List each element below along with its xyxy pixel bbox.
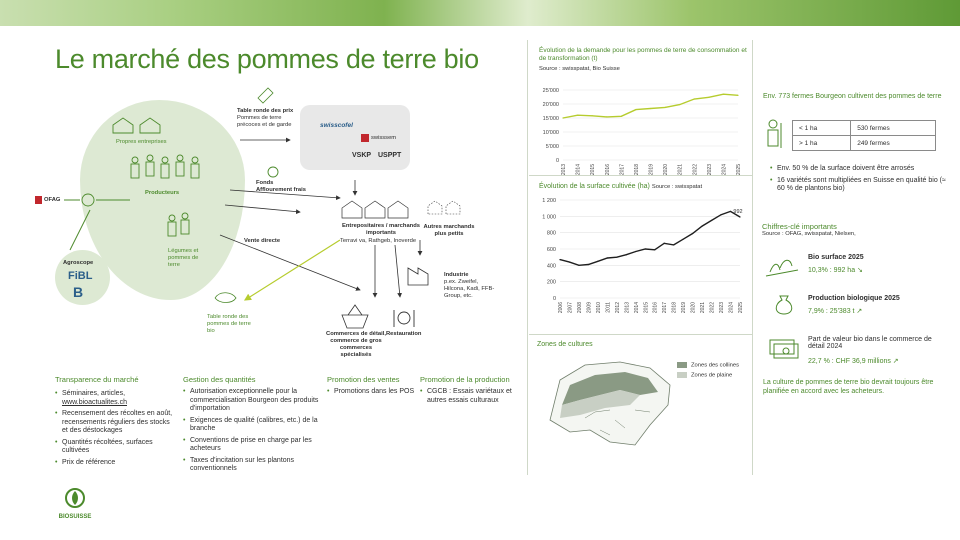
cutlery-icon [394, 310, 414, 327]
sack-icon [772, 292, 796, 316]
entrepositaires-sub: Terravi va, Rathgeb, Inoverde [340, 238, 417, 244]
list-item: • CGCB : Essais variétaux et autres essais culturaux [420, 388, 515, 405]
x-tick-label: 2025 [736, 164, 742, 176]
table-cell: 530 fermes [851, 121, 936, 136]
kpi-title: Production biologique 2025 [808, 295, 900, 302]
data-point [723, 94, 724, 95]
bioactualites-link[interactable]: www.bioactualites.ch [62, 398, 127, 406]
y-tick-label: 200 [546, 279, 556, 286]
section-transparence [55, 375, 175, 470]
y-tick-label: 1 000 [542, 214, 556, 221]
y-tick-label: 15'000 [542, 116, 559, 122]
data-point [577, 115, 578, 116]
producteurs-label: Producteurs [145, 190, 180, 196]
data-point [597, 261, 598, 262]
data-point [664, 243, 665, 244]
data-point [679, 104, 680, 105]
biosuisse-bud-icon [64, 487, 86, 509]
section-head: Promotion de la production [420, 375, 510, 384]
list-item: • Promotions dans les POS [327, 388, 415, 397]
fonds-label: Fonds [256, 180, 274, 186]
x-tick-label: 2023 [706, 164, 713, 176]
x-tick-label: 2012 [614, 302, 621, 314]
map-title: Zones de cultures [537, 341, 593, 348]
table-ronde-bio: Table ronde des pommes de terre bio [207, 314, 251, 334]
agroscope-label: Agroscope [63, 260, 94, 266]
section-promotion-production [420, 375, 515, 408]
x-tick-label: 2025 [738, 302, 744, 314]
x-tick-label: 2019 [681, 302, 688, 314]
series-line [563, 94, 738, 118]
swiss-flag-icon [35, 134, 372, 204]
kpis-source: Source : OFAG, swisspatat, Nielsen, [762, 231, 856, 237]
legend-swatch [677, 362, 687, 368]
x-tick-label: 2018 [633, 164, 640, 176]
y-tick-label: 800 [546, 230, 556, 237]
data-point [559, 259, 560, 260]
column-divider-right [752, 40, 753, 475]
x-tick-label: 2024 [728, 302, 735, 314]
kpis-head: Chiffres-clé importants [762, 222, 837, 231]
table-cell: > 1 ha [793, 136, 851, 151]
y-tick-label: 20'000 [542, 102, 559, 108]
biosuisse-logo: BIOSUISSE [55, 487, 95, 520]
data-label: 992 [733, 208, 743, 215]
data-point [739, 216, 740, 217]
map-legend-hills: Zones des collines [677, 362, 739, 370]
x-tick-label: 2006 [558, 302, 564, 314]
list-item: • Quantités récoltées, surfaces cultivées [55, 439, 175, 456]
data-point [626, 254, 627, 255]
legumes-label: Légumes et pommes de terre [168, 248, 199, 268]
page-title: Le marché des pommes de terre bio [55, 44, 479, 74]
list-item: • 16 variétés sont multipliées en Suisse en qualité bio (≈ 60 % de plantons bio) [770, 177, 950, 194]
swiss-map [540, 350, 680, 455]
kpi-value: 22,7 % : CHF 36,9 millions ↗ [808, 358, 899, 365]
kpi-title: Part de valeur bio dans le commerce de détail 2024 [808, 336, 932, 350]
basket-icon [342, 305, 368, 328]
x-tick-label: 2013 [624, 302, 631, 314]
vskp-logo: VSKP [352, 152, 372, 159]
kpi-value: 10,3% : 992 ha ↘ [808, 267, 863, 274]
data-point [606, 116, 607, 117]
data-point [588, 264, 589, 265]
data-point [702, 226, 703, 227]
data-point [592, 115, 593, 116]
data-point [737, 95, 738, 96]
autres-marchands-label: Autres marchands plus petits [423, 224, 475, 237]
column-divider [527, 40, 528, 475]
y-tick-label: 600 [546, 247, 556, 253]
list-item: • Taxes d'incitation sur les plantons conventionnels [183, 457, 321, 474]
vente-directe-label: Vente directe [244, 238, 281, 244]
b-logo: B [73, 284, 84, 300]
demand-chart-title: Évolution de la demande pour les pommes de terre de consommation et de transformation (t) [539, 47, 747, 62]
section-head: Transparence du marché [55, 375, 139, 384]
list-item: • Env. 50 % de la surface doivent être arrosés [770, 165, 950, 174]
propres-entreprises: Propres entreprises [116, 139, 167, 145]
x-tick-label: 2022 [692, 164, 699, 176]
data-point [569, 261, 570, 262]
x-tick-label: 2017 [619, 164, 626, 176]
warehouse-icon [342, 201, 408, 218]
data-point [692, 233, 693, 234]
banknote-icon [768, 336, 800, 360]
data-point [621, 116, 622, 117]
x-tick-label: 2018 [671, 302, 678, 314]
surface-chart-title: Évolution de la surface cultivée (ha) Source : swisspatat [539, 183, 703, 190]
y-tick-label: 25'000 [542, 88, 559, 94]
table-ronde-prix-sub: Pommes de terre précoces et de garde [237, 115, 292, 128]
x-tick-label: 2014 [633, 302, 640, 314]
afflourement-label: Afflourement frais [256, 187, 306, 193]
section-head: Promotion des ventes [327, 375, 400, 384]
data-point [708, 97, 709, 98]
divider [529, 175, 753, 176]
y-tick-label: 0 [555, 158, 559, 164]
data-point [635, 251, 636, 252]
data-point [720, 214, 721, 215]
y-tick-label: 10'000 [542, 130, 559, 136]
map-legend-plain: Zones de plaine [677, 372, 732, 380]
x-tick-label: 2019 [648, 164, 655, 176]
data-point [654, 249, 655, 250]
kpis-note: La culture de pommes de terre bio devrait toujours être planifiée en accord avec les acheteurs. [763, 379, 934, 395]
x-tick-label: 2016 [652, 302, 659, 314]
data-point [711, 220, 712, 221]
x-tick-label: 2008 [576, 302, 583, 314]
field-icon [764, 250, 800, 280]
x-tick-label: 2016 [604, 164, 611, 176]
x-tick-label: 2022 [709, 302, 716, 314]
section-promotion-ventes [327, 375, 415, 400]
swisscofel-logo: swisscofel [320, 122, 353, 129]
list-item: • Séminaires, articles, www.bioactualites.ch [55, 390, 175, 407]
list-item: • Prix de référence [55, 459, 175, 468]
data-point [673, 244, 674, 245]
x-tick-label: 2013 [561, 164, 567, 176]
data-point [578, 265, 579, 266]
x-tick-label: 2014 [575, 164, 582, 176]
x-tick-label: 2010 [595, 302, 602, 314]
factory-icon [408, 268, 428, 285]
x-tick-label: 2020 [663, 164, 670, 176]
table-row [793, 136, 936, 151]
usppt-logo: USPPT [378, 152, 402, 159]
surface-chart [530, 192, 750, 322]
x-tick-label: 2021 [677, 164, 684, 176]
data-point [607, 257, 608, 258]
industrie-label: Industrie [444, 272, 469, 278]
section-gestion [183, 375, 321, 477]
x-tick-label: 2015 [643, 302, 650, 314]
list-item: • Conventions de prise en charge par les acheteurs [183, 437, 321, 454]
x-tick-label: 2015 [590, 164, 597, 176]
x-tick-label: 2009 [586, 302, 593, 314]
list-item: • Autorisation exceptionnelle pour la commercialisation Bourgeon des produits d'importation [183, 388, 321, 414]
data-point [664, 107, 665, 108]
data-point [650, 108, 651, 109]
data-point [616, 257, 617, 258]
fibl-label: FiBL [68, 270, 93, 282]
data-point [645, 248, 646, 249]
farm-icon [113, 118, 160, 133]
y-tick-label: 400 [546, 263, 556, 270]
list-item: • Exigences de qualité (calibres, etc.) de la branche [183, 417, 321, 434]
list-item: • Recensement des récoltes en août, recensements réguliers des stocks et des déstockages [55, 410, 175, 436]
data-point [562, 117, 563, 118]
x-tick-label: 2011 [605, 302, 612, 313]
swissem-logo: swisssem [371, 135, 397, 141]
section-head: Gestion des quantités [183, 375, 256, 384]
small-warehouse-icon [428, 201, 460, 214]
x-tick-label: 2021 [700, 302, 707, 314]
entrepositaires-label: Entrepositaires / marchands importants [342, 223, 420, 236]
legend-swatch [677, 372, 687, 378]
divider [529, 334, 753, 335]
farms-head: Env. 773 fermes Bourgeon cultivent des pommes de terre [763, 93, 942, 100]
demand-chart [530, 80, 750, 180]
table-cell: 249 fermes [851, 136, 936, 151]
x-tick-label: 2023 [719, 302, 726, 314]
kpi-title: Bio surface 2025 [808, 254, 864, 261]
y-tick-label: 5'000 [545, 144, 559, 150]
x-tick-label: 2007 [567, 302, 574, 314]
restauration-label: Restauration [386, 331, 422, 337]
table-ronde-prix: Table ronde des prix [237, 108, 294, 114]
x-tick-label: 2024 [721, 164, 728, 176]
table-row [793, 121, 936, 136]
y-tick-label: 0 [552, 296, 556, 302]
data-point [635, 109, 636, 110]
demand-chart-source: Source : swisspatat, Bio Suisse [539, 66, 620, 72]
farms-bullets [770, 165, 950, 197]
y-tick-label: 1 200 [542, 198, 556, 204]
data-point [694, 98, 695, 99]
kpi-value: 7,9% : 25'383 t ↗ [808, 308, 863, 315]
farms-table [792, 120, 936, 151]
ofag-label: OFAG [44, 197, 61, 203]
industrie-sub: p.ex. Zweifel, Hilcona, Kadi, FFB-Group, etc. [444, 279, 495, 299]
x-tick-label: 2020 [690, 302, 697, 314]
x-tick-label: 2017 [662, 302, 669, 314]
table-cell: < 1 ha [793, 121, 851, 136]
farmer-icon [763, 118, 787, 158]
data-point [730, 211, 731, 212]
commerces-label: Commerces de détail, commerce de gros commerces spécialisés [326, 331, 386, 358]
data-point [683, 239, 684, 240]
